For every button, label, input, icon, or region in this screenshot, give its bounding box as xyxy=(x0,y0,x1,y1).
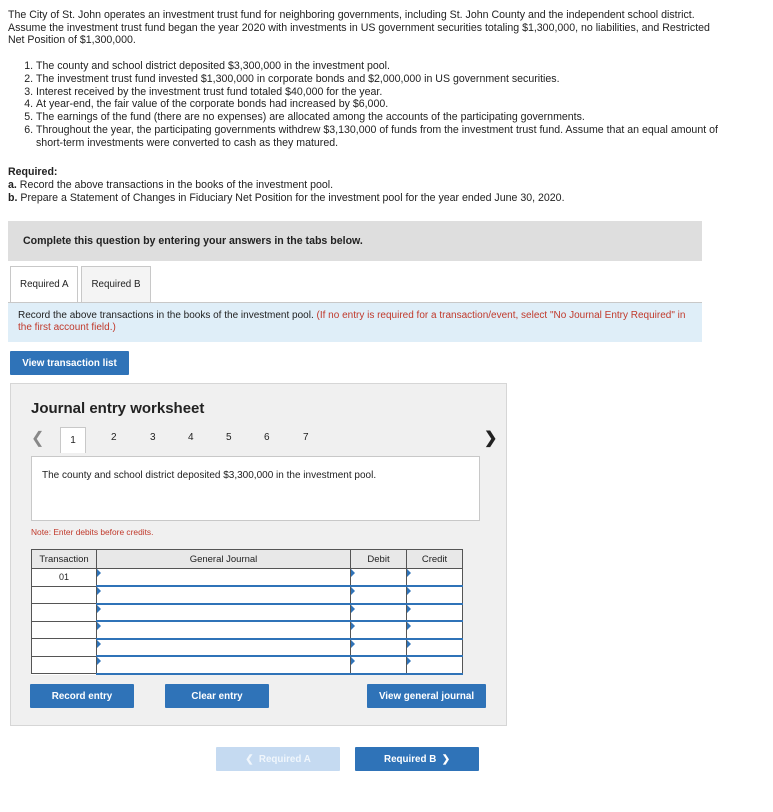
credit-input[interactable] xyxy=(407,586,463,604)
account-input[interactable] xyxy=(97,569,351,587)
transaction-cell xyxy=(32,621,97,639)
transaction-cell xyxy=(32,656,97,674)
step-item: 4. At year-end, the fair value of the corporate bonds had increased by $6,000. xyxy=(36,98,728,111)
required-b xyxy=(8,192,728,205)
journal-entry-worksheet xyxy=(10,383,507,726)
account-input[interactable] xyxy=(97,621,351,639)
page-1[interactable]: 1 xyxy=(60,427,86,453)
complete-banner: Complete this question by entering your answers in the tabs below. xyxy=(8,221,702,261)
column-transaction: Transaction xyxy=(32,550,97,569)
required-a-text: Record the above transactions in the books of the investment pool. xyxy=(19,179,334,191)
table-row xyxy=(32,586,463,604)
worksheet-pager xyxy=(31,427,496,453)
transaction-id: 01 xyxy=(32,569,97,587)
chevron-left-icon[interactable]: ❮ xyxy=(31,430,45,447)
debit-input[interactable] xyxy=(351,586,407,604)
debit-input[interactable] xyxy=(351,639,407,657)
view-transaction-list-button[interactable]: View transaction list xyxy=(10,351,129,375)
page-5[interactable]: 5 xyxy=(226,432,232,443)
account-input[interactable] xyxy=(97,656,351,674)
debit-input[interactable] xyxy=(351,604,407,622)
step-item: 1. The county and school district deposited $3,300,000 in the investment pool. xyxy=(36,60,728,73)
next-required-b-button[interactable] xyxy=(355,747,479,771)
debit-input[interactable] xyxy=(351,621,407,639)
column-debit: Debit xyxy=(351,550,407,569)
required-b-text: Prepare a Statement of Changes in Fiduciary Net Position for the investment pool for the year ended June 30, 2020. xyxy=(20,192,565,204)
credit-input[interactable] xyxy=(407,569,463,587)
column-general-journal: General Journal xyxy=(97,550,351,569)
clear-entry-button[interactable]: Clear entry xyxy=(165,684,269,708)
required-a-label: a. xyxy=(8,179,17,191)
step-item: 5. The earnings of the fund (there are no expenses) are allocated among the accounts of the participating governments. xyxy=(36,111,728,124)
instruction-box xyxy=(8,303,702,342)
page-6[interactable]: 6 xyxy=(264,432,270,443)
page-3[interactable]: 3 xyxy=(150,432,156,443)
transaction-cell xyxy=(32,604,97,622)
entry-note: Note: Enter debits before credits. xyxy=(31,527,154,537)
tab-bar xyxy=(10,266,154,303)
next-label: Required B xyxy=(384,753,437,765)
step-item: 2. The investment trust fund invested $1,300,000 in corporate bonds and $2,000,000 in US government securities. xyxy=(36,73,728,86)
transaction-steps xyxy=(8,60,728,150)
page-2[interactable]: 2 xyxy=(111,432,117,443)
chevron-right-icon[interactable]: ❯ xyxy=(484,430,498,447)
record-entry-button[interactable]: Record entry xyxy=(30,684,134,708)
prev-label: Required A xyxy=(258,753,311,765)
credit-input[interactable] xyxy=(407,604,463,622)
required-b-label: b. xyxy=(8,192,18,204)
table-row xyxy=(32,639,463,657)
debit-input[interactable] xyxy=(351,656,407,674)
credit-input[interactable] xyxy=(407,656,463,674)
journal-table xyxy=(31,549,463,675)
table-row xyxy=(32,604,463,622)
transaction-cell xyxy=(32,639,97,657)
column-credit: Credit xyxy=(407,550,463,569)
debit-input[interactable] xyxy=(351,569,407,587)
required-section xyxy=(8,166,728,205)
tab-required-a[interactable]: Required A xyxy=(10,266,78,303)
instruction-hint: (If no entry is required for a transaction/event, select "No Journal Entry Required" in the first account field.) xyxy=(18,310,686,333)
step-item: 6. Throughout the year, the participating governments withdrew $3,130,000 of funds from the investment trust fund. Assume that an equal amount of short-term investments were converted to cash as they matured. xyxy=(36,124,728,150)
table-row xyxy=(32,569,463,587)
worksheet-title: Journal entry worksheet xyxy=(31,400,205,417)
table-row xyxy=(32,656,463,674)
chevron-right-icon: ❯ xyxy=(436,753,450,765)
transaction-description: The county and school district deposited $3,300,000 in the investment pool. xyxy=(31,456,480,521)
tab-required-b[interactable]: Required B xyxy=(81,266,150,303)
account-input[interactable] xyxy=(97,639,351,657)
table-header-row xyxy=(32,550,463,569)
prev-required-a-button[interactable] xyxy=(216,747,340,771)
account-input[interactable] xyxy=(97,604,351,622)
account-input[interactable] xyxy=(97,586,351,604)
required-heading: Required: xyxy=(8,166,58,178)
chevron-left-icon: ❮ xyxy=(245,753,259,765)
credit-input[interactable] xyxy=(407,621,463,639)
credit-input[interactable] xyxy=(407,639,463,657)
required-a xyxy=(8,179,728,192)
step-item: 3. Interest received by the investment trust fund totaled $40,000 for the year. xyxy=(36,86,728,99)
page-7[interactable]: 7 xyxy=(303,432,309,443)
problem-intro: The City of St. John operates an investment trust fund for neighboring governments, including St. John County and the independent school district. Assume the investment trust fund began the year 2020 with investments in US government securities totaling $1,300,000, no liabilities, and Restricted Net Position of $1,300,000. xyxy=(8,9,710,46)
page-4[interactable]: 4 xyxy=(188,432,194,443)
view-general-journal-button[interactable]: View general journal xyxy=(367,684,486,708)
transaction-cell xyxy=(32,586,97,604)
instruction-text: Record the above transactions in the books of the investment pool. xyxy=(18,310,314,321)
table-row xyxy=(32,621,463,639)
